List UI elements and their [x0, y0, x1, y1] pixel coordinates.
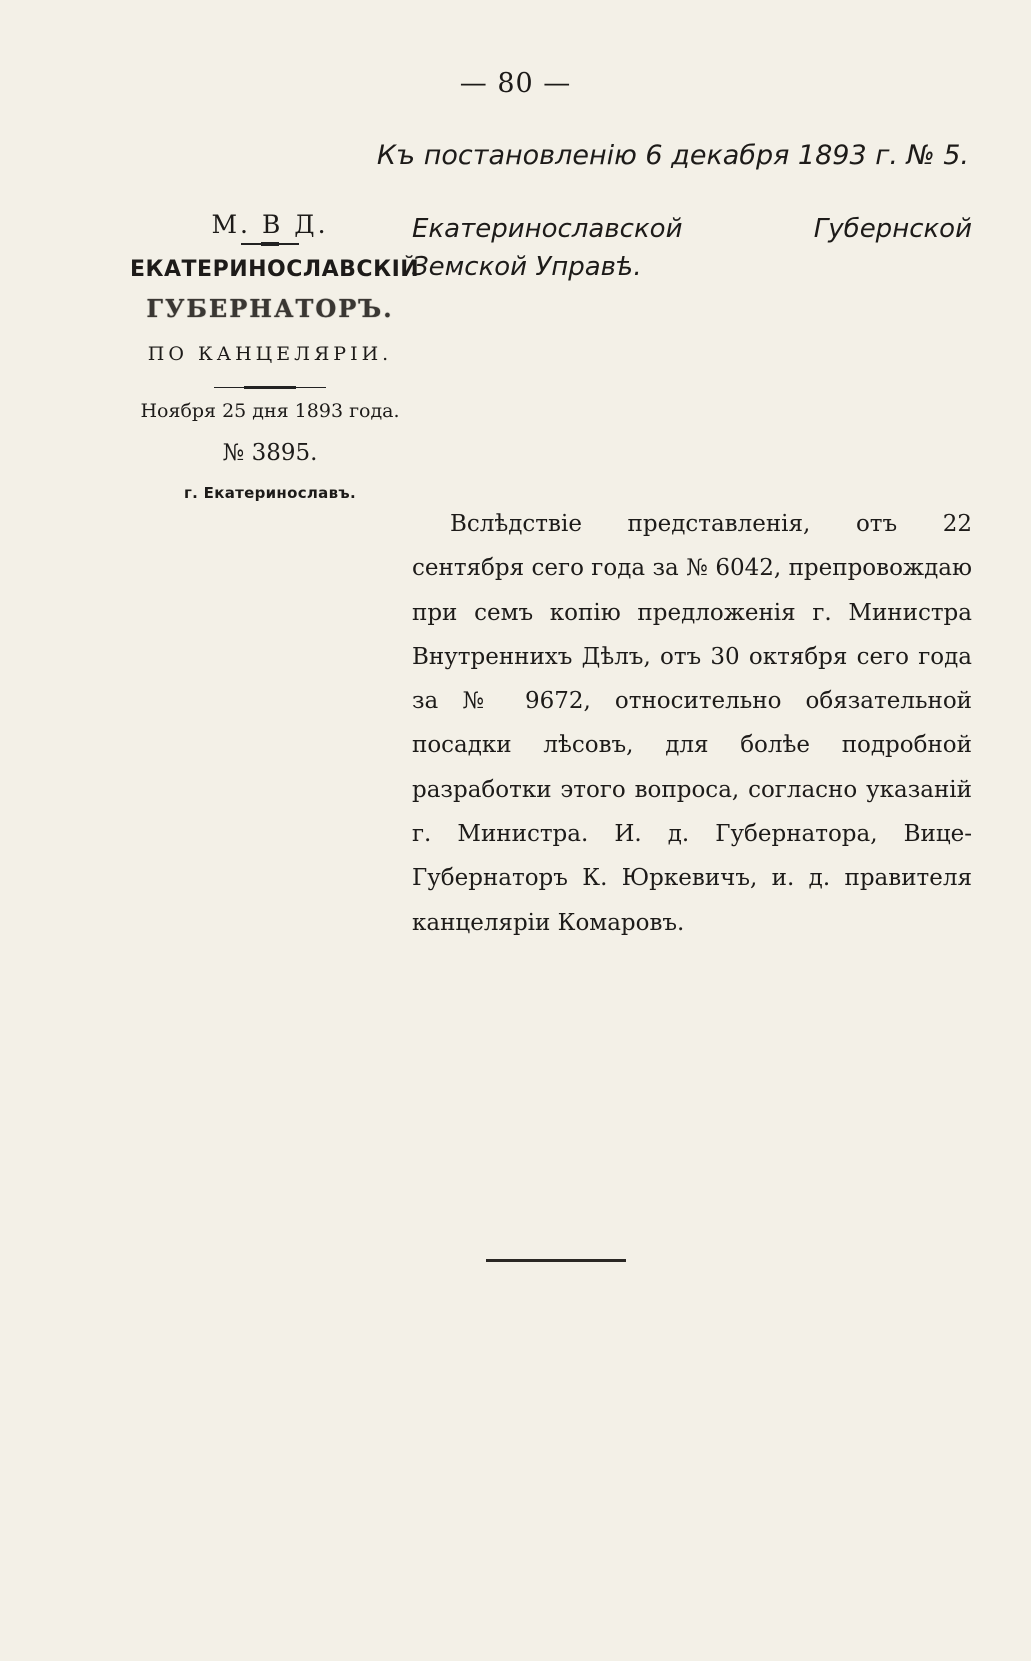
sender-block — [130, 210, 420, 502]
addressee: Екатеринославской Губернской Земской Управѣ. — [412, 214, 972, 282]
page-number: — 80 — — [459, 68, 572, 99]
divider — [214, 387, 326, 388]
sender-title: ЕКАТЕРИНОСЛАВСКІЙ — [130, 257, 420, 282]
letter-body: Вслѣдствіе представленія, отъ 22 сентября сего года за № 6042, препровождаю при семъ копію предложенія г. Министра Внутреннихъ Дѣлъ, отъ 30 октября сего года за № 9672, относительно обязательной посадки лѣсовъ, для болѣе подробной разработки этого вопроса, согласно указаній г. Министра. И. д. Губернатора, Вице-Губернаторъ К. Юркевичъ, и. д. правителя канцеляріи Комаровъ. — [412, 511, 972, 936]
letter-number: № 3895. — [222, 440, 318, 466]
ministry-abbreviation: М. В Д. — [211, 210, 329, 239]
sender-governor: ГУБЕРНАТОРЪ. — [146, 294, 394, 323]
letter-city: г. Екатеринославъ. — [184, 484, 356, 502]
divider — [241, 243, 299, 245]
resolution-reference: Къ постановленію 6 декабря 1893 г. № 5. — [376, 140, 969, 171]
sender-office: ПО КАНЦЕЛЯРІИ. — [147, 343, 393, 365]
letter-date: Ноября 25 дня 1893 года. — [140, 400, 400, 422]
end-rule — [486, 1259, 626, 1262]
